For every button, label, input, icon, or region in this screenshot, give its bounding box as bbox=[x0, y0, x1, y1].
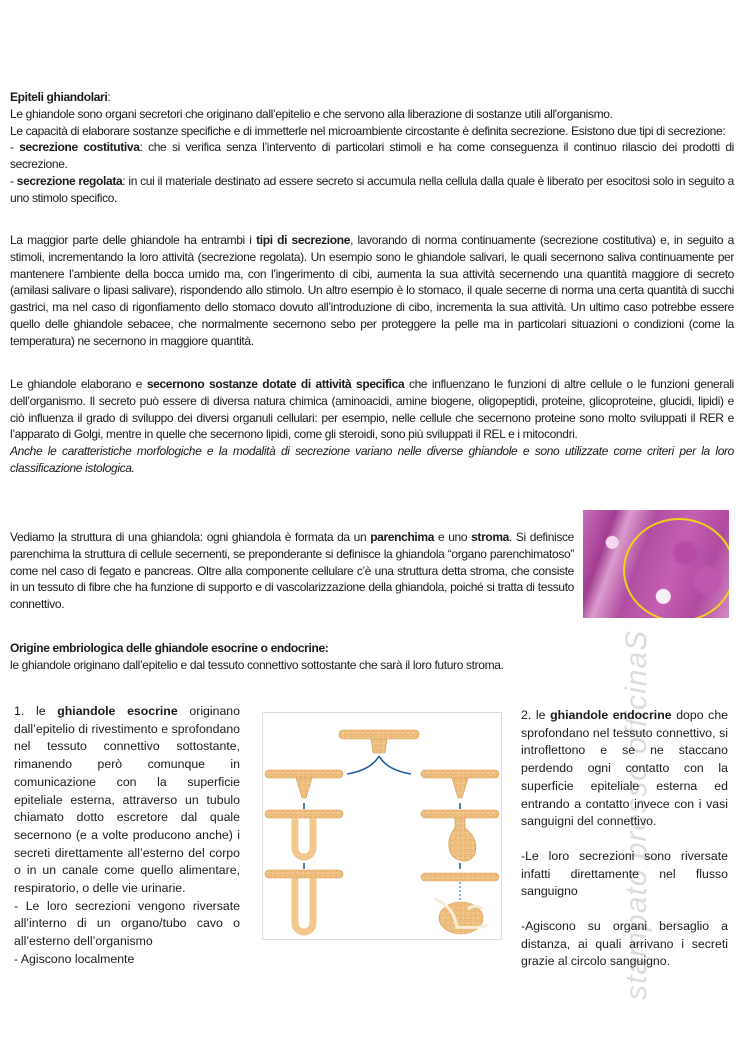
histology-image bbox=[583, 510, 729, 618]
bullet: - Agiscono localmente bbox=[14, 951, 135, 966]
section-origine bbox=[10, 640, 734, 674]
term: secrezione costitutiva bbox=[19, 140, 140, 155]
dash: - bbox=[10, 140, 20, 155]
dash: - bbox=[10, 173, 17, 188]
text: originano dall’epitelio di rivestimento e sprofondano nel tessuto connettivo sottostante, rimanendo però comunque in comunicazione con la superficie epiteliale esterna, attraverso un tubulo chiamato dotto escretore dal quale secernono (e a volte producono anche) i secreti direttamente all’esterno del corpo o in un canale come quello alimentare, respiratorio, o delle vie urinarie. bbox=[14, 704, 240, 896]
text: Le ghiandole elaborano e bbox=[10, 377, 147, 391]
bold-text: parenchima bbox=[370, 530, 435, 544]
arrow-icon bbox=[347, 756, 379, 774]
text: 2. le bbox=[521, 708, 551, 722]
intro-line: Le ghiandole sono organi secretori che originano dall’epitelio e che servono alla liberazione di sostanze utili all'organismo. bbox=[10, 106, 613, 121]
text: che influenzano le funzioni di altre cellule o le funzioni generali dell’organismo. Il secreto può essere di diversa natura chimica (aminoacidi, amine biogene, oligopeptidi, proteine, glicoproteine, glucidi, lipidi) e ciò influenza il grado di sviluppo dei diversi organuli cellulari: per esempio, nelle cellule che secernono proteine sono molto sviluppati il RER e l’apparato di Golgi, mentre in quelle che secernono lipidi, come gli steroidi, sono più sviluppati il REL e i mitocondri. bbox=[10, 377, 734, 442]
section-title: Epiteli ghiandolari bbox=[10, 90, 108, 104]
arrow-icon bbox=[379, 756, 411, 774]
paragraph-struttura bbox=[10, 529, 574, 613]
section-title: Origine embriologica delle ghiandole esocrine o endocrine: bbox=[10, 641, 329, 655]
bullet: - Le loro secrezioni vengono riversate all’interno di un organo/tubo cavo o all’esterno dell’organismo bbox=[14, 898, 240, 949]
text: La maggior parte delle ghiandole ha entrambi i bbox=[10, 233, 257, 247]
initial-epithelium bbox=[339, 730, 419, 753]
bold-text: tipi di secrezione bbox=[256, 233, 351, 247]
section-epiteli-ghiandolari bbox=[10, 89, 734, 207]
exocrine-column bbox=[14, 703, 240, 969]
bold-text: secernono sostanze dotate di attività specifica bbox=[146, 377, 405, 391]
list-item bbox=[10, 173, 734, 207]
bold-text: stroma bbox=[471, 530, 510, 544]
text: , lavorando di norma continuamente (secrezione costitutiva) e, in seguito a stimoli, incrementando la loro attività (secrezione regolata). Un esempio sono le ghiandole salivari, le quali secernono saliva continuamente per mantenere l’ambiente della bocca umido ma, con l’ingerimento di cibi, aumenta la sua attività secernendo una quantità maggiore di secreto (amilasi salivare o lipasi salivare), rispondendo allo stimolo. Un altro esempio è lo stomaco, il quale secerne di norma una certa quantità di succhi gastrici, ma nel caso di rigonfiamento dello stomaco dovuto all’introduzione di cibo, incrementa la sua attività. Un ultimo caso potrebbe essere quello delle ghiandole sebacee, che normalmente secernono sebo per proteggere la pelle ma in particolari situazioni o condizioni (come la temperatura) ne secernono in maggiore quantità. bbox=[10, 233, 734, 348]
term-definition: : in cui il materiale destinato ad essere secreto si accumula nella cellula dalla quale è liberato per esocitosi solo in seguito a uno stimolo specifico. bbox=[10, 173, 734, 205]
bold-text: ghiandole endocrine bbox=[550, 708, 672, 722]
term-definition: : che si verifica senza l’intervento di particolari stimoli e ha come conseguenza il continuo rilascio dei prodotti di secrezione. bbox=[10, 140, 734, 172]
term: secrezione regolata bbox=[16, 173, 123, 188]
text: Vediamo la struttura di una ghiandola: ogni ghiandola è formata da un bbox=[10, 530, 371, 544]
text: e uno bbox=[434, 530, 472, 544]
endocrine-sequence bbox=[421, 770, 499, 934]
watermark: stampato presso officinaS bbox=[620, 629, 653, 1000]
bullet: -Le loro secrezioni sono riversate infatti direttamente nel flusso sanguigno bbox=[521, 848, 728, 899]
bold-text: ghiandole esocrine bbox=[57, 704, 178, 718]
bullet: -Agiscono su organi bersaglio a distanza, ai quali arrivano i secreti grazie al circolo sanguigno. bbox=[521, 919, 728, 969]
text: le ghiandole originano dall’epitelio e dal tessuto connettivo sottostante che sarà il loro futuro stroma. bbox=[10, 657, 504, 672]
definition-line: Le capacità di elaborare sostanze specifiche e di immetterle nel microambiente circostante è definita secrezione. Esistono due tipi di secrezione: bbox=[10, 123, 726, 138]
text: . Si definisce parenchima la struttura di cellule secernenti, se preponderante si definisce la ghiandola “organo parenchimatoso” come nel caso di fegato e pancreas. Oltre alla componente cellulare c’è una struttura detta stroma, che consiste in un tessuto di fibre che ha funzione di supporto e di vascolarizzazione della ghiandola, poiché si tratta di tessuto connettivo. bbox=[10, 530, 574, 612]
italic-note: Anche le caratteristiche morfologiche e la modalità di secrezione variano nelle diverse ghiandole e sono utilizzate come criteri per la loro classificazione istologica. bbox=[10, 444, 734, 475]
text: 1. le bbox=[14, 704, 58, 718]
paragraph-sostanze bbox=[10, 376, 734, 477]
endocrine-column bbox=[521, 707, 728, 971]
gland-development-diagram bbox=[262, 712, 502, 940]
title-colon: : bbox=[107, 90, 111, 104]
exocrine-sequence bbox=[265, 770, 343, 932]
list-item bbox=[10, 139, 734, 173]
diagram-svg bbox=[263, 713, 501, 939]
text: dopo che sprofondano nel tessuto connettivo, si introflettono e se ne staccano perdendo ogni contatto con la superficie epiteliale esterna ed entrando a contatto invece con i vasi sanguigni del connettivo. bbox=[521, 708, 729, 829]
highlight-circle bbox=[623, 518, 729, 618]
paragraph-tipi-secrezione bbox=[10, 232, 734, 350]
